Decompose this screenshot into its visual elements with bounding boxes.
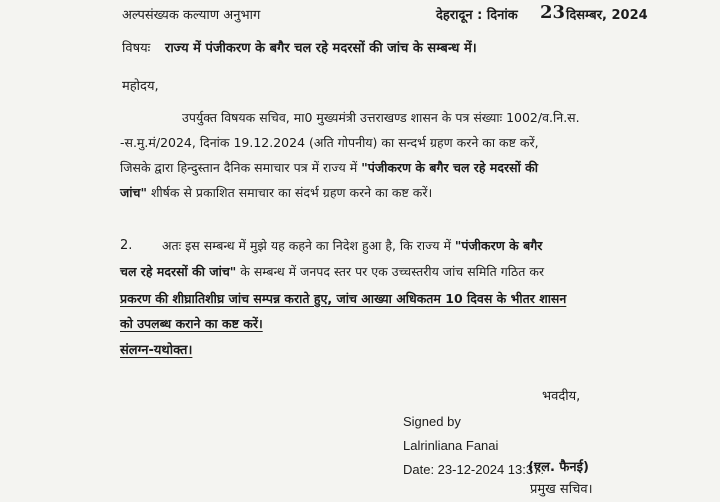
signatory-name: Lalrinliana Fanai (403, 438, 499, 453)
para1-news-headline-end: जांच" (120, 185, 147, 200)
subject-text: राज्य में पंजीकरण के बगैर चल रहे मदरसों की जांच के सम्बन्ध में। (165, 41, 477, 56)
signature-date: Date: 23-12-2024 13:37: (403, 462, 544, 477)
para1-line3-text: जिसके द्वारा हिन्दुस्तान दैनिक समाचार पत्र में राज्य में (120, 160, 362, 175)
para2-headline-end: चल रहे मदरसों की जांच" (120, 264, 237, 279)
para1-line4 (120, 185, 432, 201)
para2-line4-underlined: को उपलब्ध कराने का कष्ट करें। (120, 316, 263, 331)
para2-line1-text: अतः इस सम्बन्ध में मुझे यह कहने का निदेश हुआ है, कि राज्य में (162, 238, 455, 253)
subject-label: विषयः (122, 41, 151, 56)
date-day-handwritten: 23 (540, 2, 566, 23)
para1-line2: -स.मु.मं/2024, दिनांक 19.12.2024 (अति गोपनीय) का सन्दर्भ ग्रहण करने का कष्ट करें, (120, 135, 539, 150)
signatory-name-hindi: (एल. फैनई) (528, 460, 589, 475)
para2-line3-underlined: प्रकरण की शीघ्रातिशीघ्र जांच सम्पन्न कराते हुए, जांच आख्या अधिकतम 10 दिवस के भीतर शासन (120, 291, 567, 306)
department-name: अल्पसंख्यक कल्याण अनुभाग (122, 8, 261, 23)
signed-by-label: Signed by (403, 414, 461, 429)
para2-headline: "पंजीकरण के बगैर (454, 238, 543, 253)
para1-line3 (120, 160, 538, 176)
para1-line1: उपर्युक्त विषयक सचिव, मा0 मुख्यमंत्री उत्तराखण्ड शासन के पत्र संख्याः 1002/व.नि.स. (182, 110, 580, 125)
date-month-year: दिसम्बर, 2024 (566, 8, 648, 23)
para2-line2-text: के सम्बन्ध में जनपद स्तर पर एक उच्चस्तरीय जांच समिति गठित कर (236, 264, 545, 279)
enclosure-note: संलग्न-यथोक्त। (120, 343, 193, 358)
para2-number: 2. (120, 238, 133, 253)
designation: प्रमुख सचिव। (530, 482, 593, 497)
place-date-prefix: देहरादून : दिनांक (436, 8, 518, 23)
closing: भवदीय, (542, 389, 581, 404)
para2-line1 (162, 238, 542, 254)
para1-news-headline: "पंजीकरण के बगैर चल रहे मदरसों की (361, 160, 538, 175)
para1-line4-text: शीर्षक से प्रकाशित समाचार का संदर्भ ग्रहण करने का कष्ट करें। (146, 185, 433, 200)
para2-line2 (120, 264, 544, 280)
salutation: महोदय, (122, 79, 159, 94)
